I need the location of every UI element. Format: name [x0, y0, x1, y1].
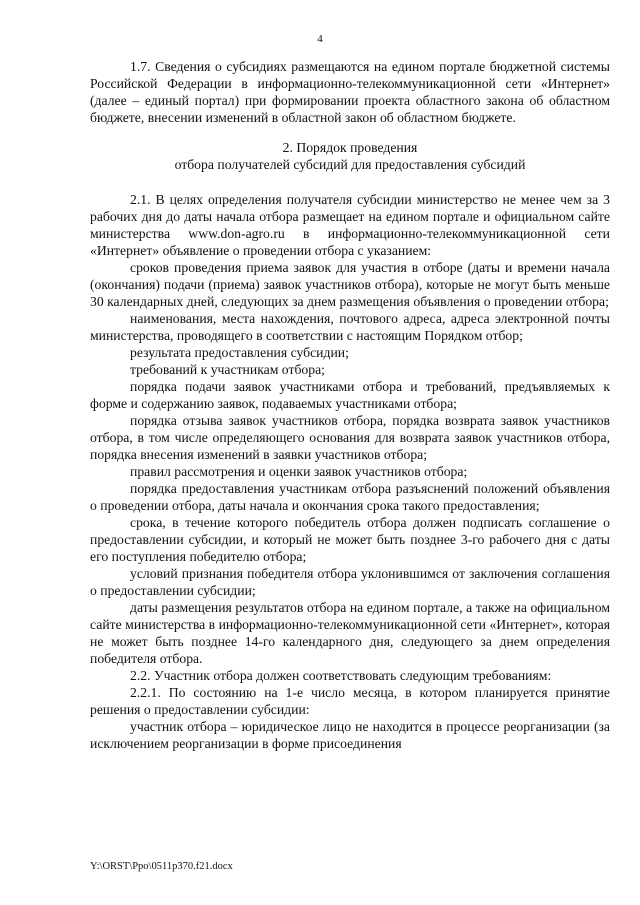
document-body: [90, 58, 610, 752]
list-item: даты размещения результатов отбора на едином портале, а также на официальном сайте министерства в информационно-телекоммуникационной сети «Интернет», которая не может быть позднее 14-го календарного дня, следующего за днем определения победителя отбора.: [90, 600, 610, 666]
page-number: 4: [317, 33, 323, 45]
list-item: наименования, места нахождения, почтового адреса, адреса электронной почты министерства, проводящего в соответствии с настоящим Порядком отбор;: [90, 311, 610, 343]
paragraph-2-2-1: 2.2.1. По состоянию на 1-е число месяца, в котором планируется принятие решения о предоставлении субсидии:: [90, 685, 610, 717]
list-item: требований к участникам отбора;: [130, 362, 325, 377]
paragraph-1-7: 1.7. Сведения о субсидиях размещаются на едином портале бюджетной системы Российской Федерации в информационно-телекоммуникационной сети «Интернет» (далее – единый портал) при формировании проекта областного закона об областном бюджете, внесении изменений в областной закон об областном бюджете.: [90, 59, 610, 125]
list-item: порядка отзыва заявок участников отбора, порядка возврата заявок участников отбора, в том числе определяющего основания для возврата заявок участников отбора, порядка внесения изменений в заявки участников отбора;: [90, 413, 610, 462]
list-item: порядка подачи заявок участниками отбора и требований, предъявляемых к форме и содержанию заявок, подаваемых участниками отбора;: [90, 379, 610, 411]
paragraph-2-1: 2.1. В целях определения получателя субсидии министерство не менее чем за 3 рабочих дня до даты начала отбора размещает на едином портале и официальном сайте министерства www.don-agro.ru в информационно-телекоммуникационной сети «Интернет» объявление о проведении отбора с указанием:: [90, 192, 610, 258]
list-item: результата предоставления субсидии;: [130, 345, 349, 360]
list-item: условий признания победителя отбора уклонившимся от заключения соглашения о предоставлении субсидии;: [90, 566, 610, 598]
file-path-footer: Y:\ORST\Ppo\0511p370.f21.docx: [90, 861, 233, 872]
paragraph-2-2: 2.2. Участник отбора должен соответствовать следующим требованиям:: [130, 668, 552, 683]
list-item: порядка предоставления участникам отбора разъяснений положений объявления о проведении отбора, даты начала и окончания срока такого предоставления;: [90, 481, 610, 513]
list-item: срока, в течение которого победитель отбора должен подписать соглашение о предоставлении субсидии, и который не может быть позднее 3-го рабочего дня с даты его поступления победителю отбора;: [90, 515, 610, 564]
paragraph-reorganization: участник отбора – юридическое лицо не находится в процессе реорганизации (за исключением реорганизации в форме присоединения: [90, 719, 610, 751]
section-heading: [90, 139, 610, 173]
list-item: сроков проведения приема заявок для участия в отборе (даты и времени начала (окончания) подачи (приема) заявок участников отбора), которые не могут быть меньше 30 календарных дней, следующих за днем размещения объявления о проведении отбора;: [90, 260, 610, 309]
list-item: правил рассмотрения и оценки заявок участников отбора;: [130, 464, 468, 479]
section-heading-line-1: 2. Порядок проведения: [282, 140, 418, 155]
section-heading-line-2: отбора получателей субсидий для предоставления субсидий: [174, 157, 526, 172]
